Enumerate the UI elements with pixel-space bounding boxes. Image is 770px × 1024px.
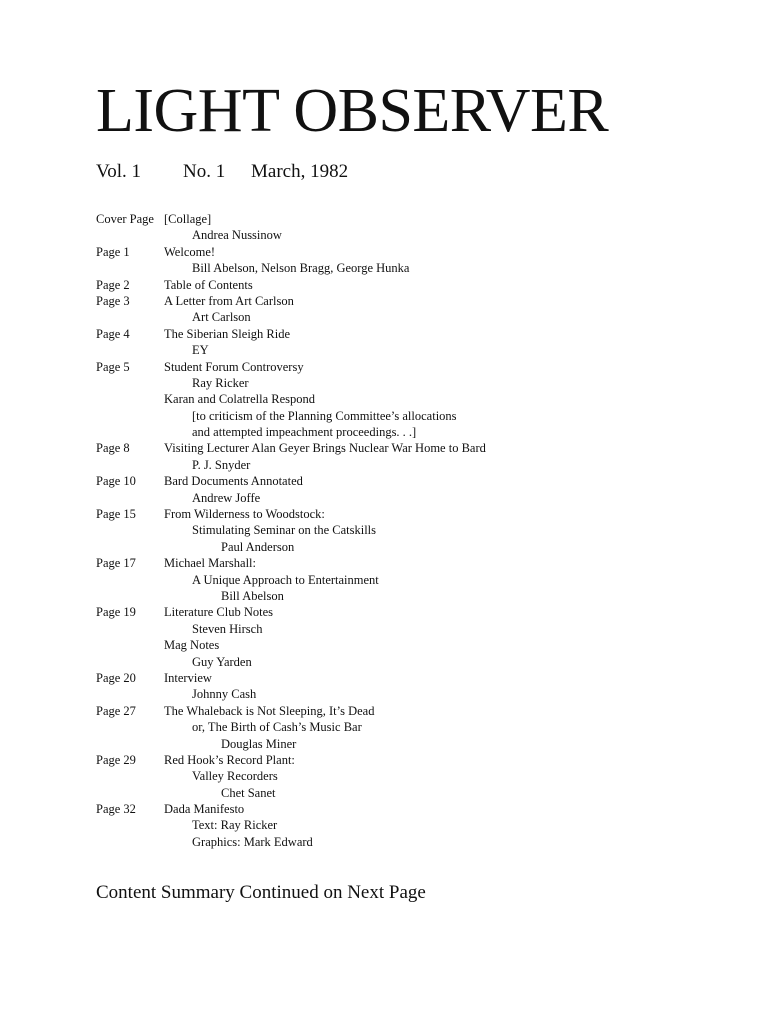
toc-entry-detail: EY (192, 343, 209, 358)
toc-entry-detail: Stimulating Seminar on the Catskills (192, 523, 377, 538)
toc-page-label: Page 5 (96, 359, 130, 374)
toc-entry-title: Welcome! (164, 244, 216, 259)
toc-entry-title: Dada Manifesto (164, 802, 245, 817)
toc-row (96, 342, 656, 358)
toc-entry-detail: and attempted impeachment proceedings. . .] (192, 425, 417, 440)
toc-row (96, 506, 656, 522)
toc-page-label: Page 17 (96, 556, 136, 571)
toc-page-label: Page 1 (96, 244, 130, 259)
toc-page-label: Page 15 (96, 507, 136, 522)
toc-row (96, 555, 656, 571)
toc-entry-detail: Douglas Miner (221, 736, 297, 751)
toc-row (96, 817, 656, 833)
toc-row (96, 408, 656, 424)
toc-entry-detail: Paul Anderson (221, 539, 295, 554)
toc-page-label: Page 8 (96, 441, 130, 456)
continued-note: Content Summary Continued on Next Page (96, 882, 426, 903)
toc-page-label: Page 10 (96, 474, 136, 489)
toc-entry-title: Literature Club Notes (164, 605, 273, 620)
toc-entry-detail: [to criticism of the Planning Committee’s allocations (192, 408, 457, 423)
toc-row (96, 260, 656, 276)
toc-entry-title: Mag Notes (164, 638, 220, 653)
toc-entry-title: Bard Documents Annotated (164, 474, 303, 489)
toc-page-label: Page 3 (96, 293, 130, 308)
toc-row (96, 670, 656, 686)
toc-row (96, 752, 656, 768)
toc-entry-detail: Art Carlson (192, 310, 251, 325)
toc-row (96, 211, 656, 227)
toc-entry-title: Karan and Colatrella Respond (164, 392, 315, 407)
toc-page-label: Cover Page (96, 212, 154, 226)
toc-entry-detail: or, The Birth of Cash’s Music Bar (192, 720, 362, 735)
toc-entry-detail: Graphics: Mark Edward (192, 834, 313, 849)
toc-entry-detail: Text: Ray Ricker (192, 818, 278, 833)
toc-entry-title: Red Hook’s Record Plant: (164, 752, 295, 767)
toc-row (96, 621, 656, 637)
toc-row (96, 768, 656, 784)
toc-entry-detail: Valley Recorders (192, 769, 278, 784)
toc-entry-title: Michael Marshall: (164, 556, 256, 571)
toc-entry-detail: Guy Yarden (192, 654, 252, 669)
toc-row (96, 572, 656, 588)
toc-entry-title: From Wilderness to Woodstock: (164, 507, 325, 522)
toc-row (96, 457, 656, 473)
toc-entry-title: A Letter from Art Carlson (164, 293, 294, 308)
toc-entry-detail: Johnny Cash (192, 687, 257, 702)
toc-row (96, 473, 656, 489)
toc-entry-title: Student Forum Controversy (164, 359, 304, 374)
toc-row (96, 440, 656, 456)
toc-row (96, 326, 656, 342)
volume-label: Vol. 1 (96, 161, 142, 182)
date-label: March, 1982 (251, 161, 349, 182)
toc-entry-detail: Ray Ricker (192, 375, 249, 390)
toc-row (96, 686, 656, 702)
toc-entry-detail: Bill Abelson, Nelson Bragg, George Hunka (192, 261, 410, 276)
toc-row (96, 834, 656, 850)
toc-entry-detail: Steven Hirsch (192, 621, 263, 636)
toc-page-label: Page 4 (96, 326, 130, 341)
toc-row (96, 309, 656, 325)
table-of-contents (96, 211, 656, 850)
toc-row (96, 801, 656, 817)
toc-row (96, 375, 656, 391)
toc-entry-title: The Siberian Sleigh Ride (164, 326, 291, 341)
toc-entry-detail: Andrea Nussinow (192, 228, 282, 243)
toc-row (96, 588, 656, 604)
toc-row (96, 227, 656, 243)
toc-row (96, 654, 656, 670)
toc-row (96, 359, 656, 375)
toc-entry-detail: A Unique Approach to Entertainment (192, 572, 379, 587)
toc-row (96, 293, 656, 309)
toc-page-label: Page 2 (96, 277, 130, 292)
toc-entry-title: Table of Contents (164, 277, 253, 292)
toc-row (96, 277, 656, 293)
toc-page-label: Page 29 (96, 752, 136, 767)
toc-page-label: Page 20 (96, 670, 136, 685)
toc-entry-title: [Collage] (164, 212, 212, 226)
page-title: LIGHT OBSERVER (96, 77, 609, 145)
toc-row (96, 424, 656, 440)
toc-row (96, 785, 656, 801)
toc-row (96, 736, 656, 752)
toc-row (96, 604, 656, 620)
toc-row (96, 719, 656, 735)
toc-row (96, 522, 656, 538)
toc-row (96, 539, 656, 555)
toc-entry-detail: Bill Abelson (221, 588, 284, 603)
toc-page-label: Page 27 (96, 703, 136, 718)
toc-row (96, 637, 656, 653)
toc-row (96, 703, 656, 719)
toc-row (96, 490, 656, 506)
number-label: No. 1 (183, 161, 226, 182)
toc-row (96, 391, 656, 407)
toc-entry-detail: P. J. Snyder (192, 457, 251, 472)
toc-page-label: Page 19 (96, 605, 136, 620)
toc-entry-detail: Chet Sanet (221, 785, 276, 800)
toc-entry-title: Visiting Lecturer Alan Geyer Brings Nuclear War Home to Bard (164, 441, 486, 456)
toc-entry-detail: Andrew Joffe (192, 490, 261, 505)
toc-entry-title: Interview (164, 670, 212, 685)
toc-entry-title: The Whaleback is Not Sleeping, It’s Dead (164, 703, 375, 718)
toc-page-label: Page 32 (96, 802, 136, 817)
toc-row (96, 244, 656, 260)
